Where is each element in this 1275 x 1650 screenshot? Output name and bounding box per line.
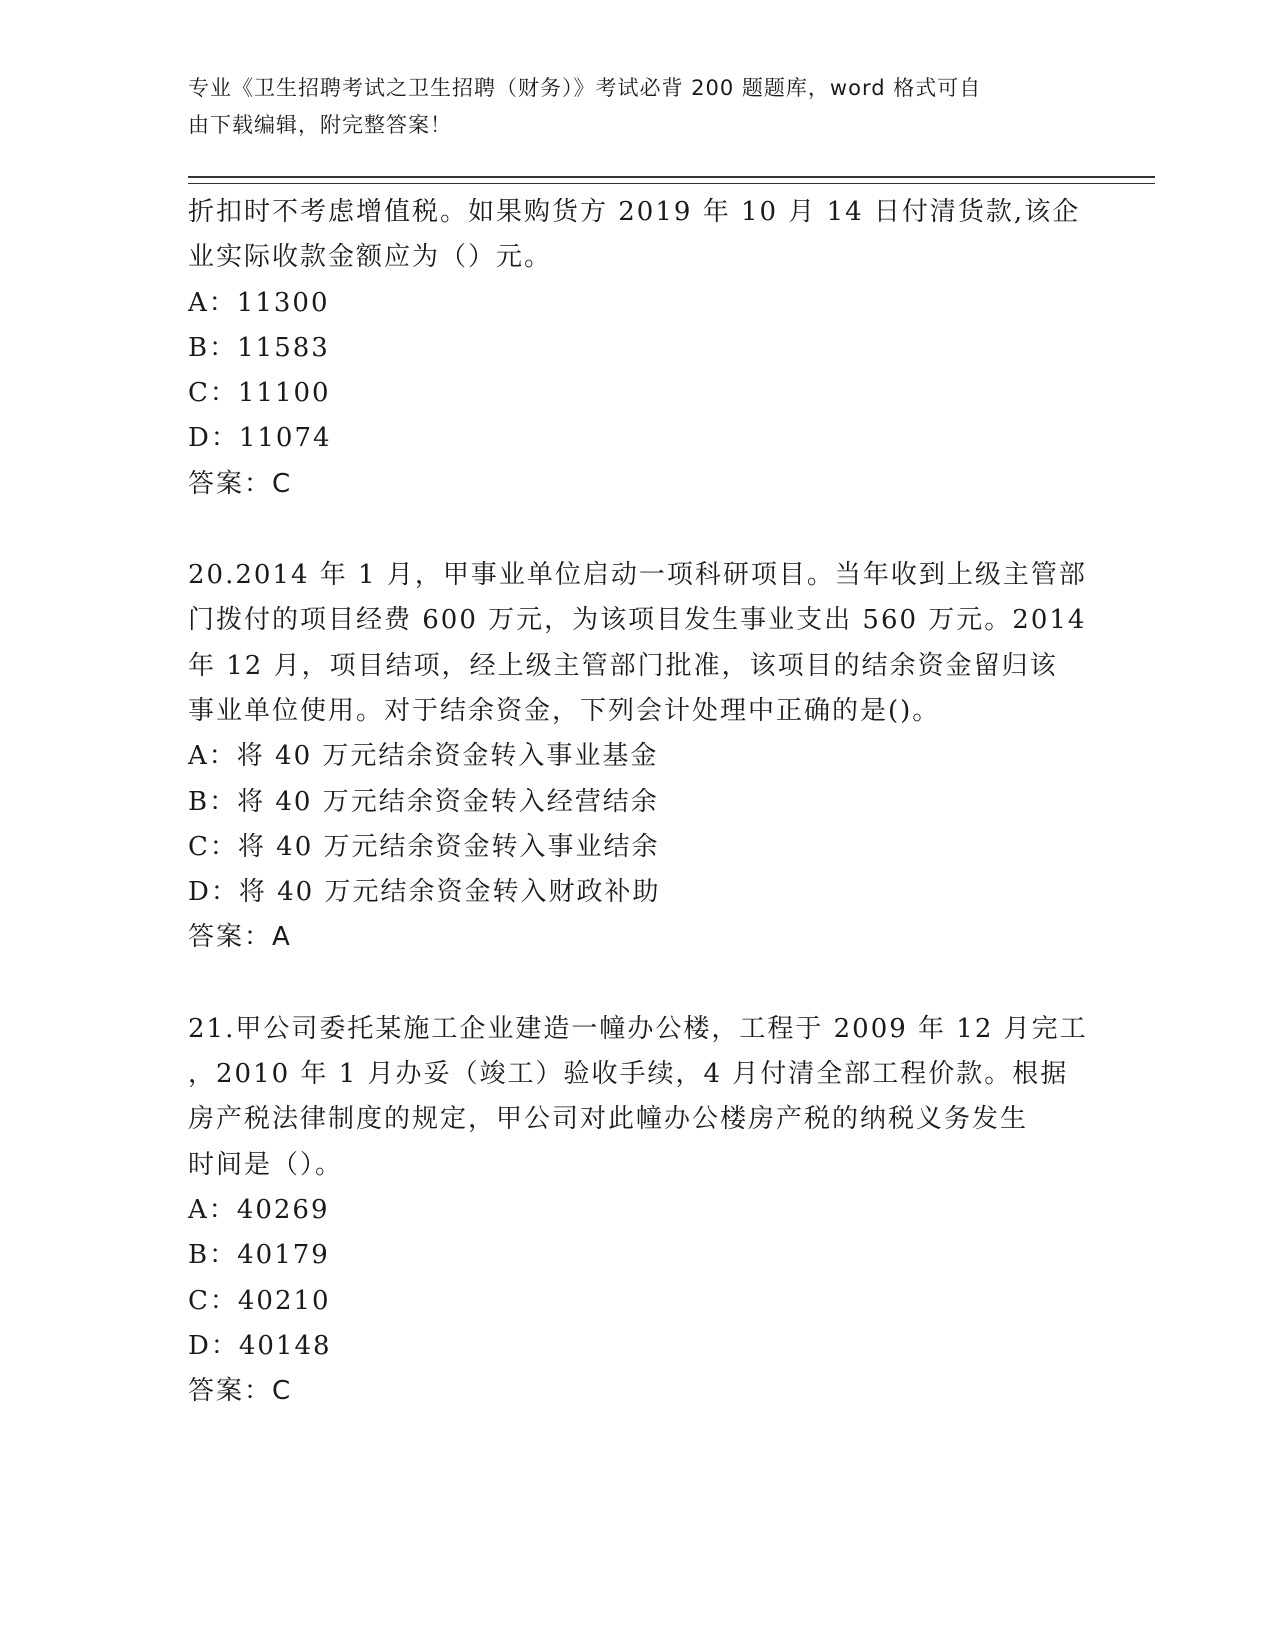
question-text-line: 事业单位使用。对于结余资金，下列会计处理中正确的是()。 xyxy=(188,695,941,726)
answer-line: 答案：C xyxy=(188,468,293,499)
question-21 xyxy=(188,1007,1088,1415)
option-b: B：将 40 万元结余资金转入经营结余 xyxy=(188,786,659,817)
option-a: A：11300 xyxy=(188,287,330,318)
option-b: B：11583 xyxy=(188,332,330,363)
question-text-line: 20.2014 年 1 月，甲事业单位启动一项科研项目。当年收到上级主管部 xyxy=(188,560,1087,591)
answer-line: 答案：A xyxy=(188,922,292,953)
header-line-2: 由下载编辑，附完整答案！ xyxy=(188,113,452,137)
header-line-1: 专业《卫生招聘考试之卫生招聘（财务）》考试必背 200 题题库，word 格式可自 xyxy=(188,76,982,100)
spacer xyxy=(188,961,1088,1007)
option-a: A：将 40 万元结余资金转入事业基金 xyxy=(188,741,659,772)
option-d: D：11074 xyxy=(188,423,332,454)
question-19 xyxy=(188,190,1088,507)
option-c: C：40210 xyxy=(188,1285,331,1316)
question-text-line: 21.甲公司委托某施工企业建造一幢办公楼，工程于 2009 年 12 月完工 xyxy=(188,1013,1088,1044)
header-divider-thin xyxy=(188,183,1155,184)
answer-line: 答案：C xyxy=(188,1376,293,1407)
option-d: D：40148 xyxy=(188,1330,332,1361)
option-d: D：将 40 万元结余资金转入财政补助 xyxy=(188,877,661,908)
question-list xyxy=(188,190,1088,1414)
document-header xyxy=(188,70,1078,144)
question-text-line: 时间是（）。 xyxy=(188,1149,344,1180)
question-text-line: 业实际收款金额应为（）元。 xyxy=(188,242,553,273)
question-text-line: 门拨付的项目经费 600 万元，为该项目发生事业支出 560 万元。2014 xyxy=(188,605,1087,636)
option-c: C：11100 xyxy=(188,378,331,409)
option-c: C：将 40 万元结余资金转入事业结余 xyxy=(188,831,660,862)
question-text-line: 房产税法律制度的规定，甲公司对此幢办公楼房产税的纳税义务发生 xyxy=(188,1104,1029,1135)
question-text-line: ，2010 年 1 月办妥（竣工）验收手续，4 月付清全部工程价款。根据 xyxy=(188,1059,1069,1090)
option-b: B：40179 xyxy=(188,1240,330,1271)
header-divider-thick xyxy=(188,176,1155,178)
question-20 xyxy=(188,553,1088,961)
spacer xyxy=(188,507,1088,553)
option-a: A：40269 xyxy=(188,1194,330,1225)
question-text-line: 折扣时不考虑增值税。如果购货方 2019 年 10 月 14 日付清货款,该企 xyxy=(188,197,1081,227)
question-text-line: 年 12 月，项目结项，经上级主管部门批准，该项目的结余资金留归该 xyxy=(188,650,1058,681)
